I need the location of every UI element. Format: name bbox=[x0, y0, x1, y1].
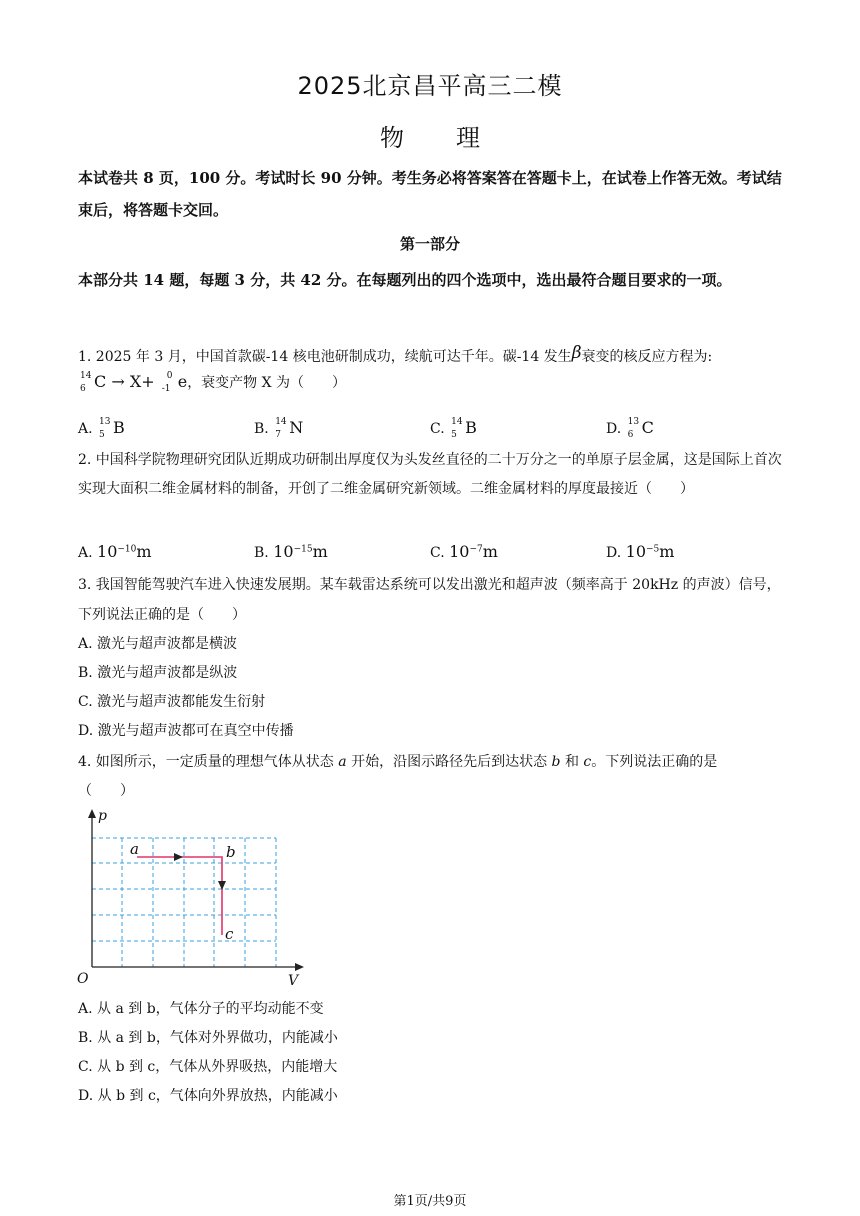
q1-equation bbox=[78, 372, 346, 392]
q3-stem: 3. 我国智能驾驶汽车进入快速发展期。某车载雷达系统可以发出激光和超声波（频率高于 20kHz 的声波）信号，下列说法正确的是（ ） bbox=[78, 577, 781, 623]
q4-option-d[interactable]: D. 从 b 到 c，气体向外界放热，内能减小 bbox=[78, 1088, 338, 1104]
q4-stem: 4. 如图所示，一定质量的理想气体从状态 a 开始，沿图示路径先后到达状态 b 和 c。下列说法正确的是 bbox=[78, 754, 718, 770]
p-axis-label: p bbox=[98, 808, 107, 824]
subject-char-1: 物 bbox=[380, 124, 404, 152]
q1-option-d[interactable]: D. 13 6 C bbox=[606, 417, 654, 440]
q2-stem: 2. 中国科学院物理研究团队近期成功研制出厚度仅为头发丝直径的二十万分之一的单原子层金属，这是国际上首次实现大面积二维金属材料的制备，开创了二维金属研究新领域。二维金属材料的厚度最接近（ ） bbox=[78, 452, 782, 497]
pv-diagram bbox=[74, 805, 314, 990]
p-axis-arrow-icon bbox=[88, 809, 96, 818]
state-c-label: c bbox=[225, 925, 234, 943]
origin-label: O bbox=[77, 971, 89, 987]
q2-option-a[interactable]: A. $10^{-10}m$ bbox=[78, 542, 152, 561]
electron-nuclide: 0 -1 bbox=[161, 371, 173, 394]
q1-stem-b: 衰变的核反应方程为: bbox=[581, 349, 713, 365]
q4-option-b[interactable]: B. 从 a 到 b，气体对外界做功，内能减小 bbox=[78, 1030, 338, 1046]
q1-option-b[interactable]: B. 14 7 N bbox=[254, 417, 304, 440]
page-title: 2025北京昌平高三二模 bbox=[297, 72, 563, 100]
q2-option-c[interactable]: C. $10^{-7}m$ bbox=[430, 542, 498, 561]
q1-stem-a: 1. 2025 年 3 月，中国首款碳-14 核电池研制成功，续航可达千年。碳-14 发生 bbox=[78, 349, 572, 365]
q3-option-d[interactable]: D. 激光与超声波都可在真空中传播 bbox=[78, 723, 294, 739]
q1-option-c[interactable]: C. 14 5 B bbox=[430, 417, 477, 440]
subject-char-2: 理 bbox=[456, 124, 480, 152]
subject-title bbox=[0, 118, 860, 153]
q3-option-c[interactable]: C. 激光与超声波都能发生衍射 bbox=[78, 694, 266, 710]
q1-stem-c: ，衰变产物 X 为（ ） bbox=[187, 375, 347, 391]
electron-symbol: e bbox=[177, 372, 188, 391]
part-heading: 第一部分 bbox=[399, 235, 460, 253]
q3-option-b[interactable]: B. 激光与超声波都是纵波 bbox=[78, 665, 238, 681]
exam-instructions: 本试卷共 8 页，100 分。考试时长 90 分钟。考生务必将答案答在答题卡上，在试卷上作答无效。考试结束后，将答题卡交回。 bbox=[78, 169, 782, 219]
carbon-symbol: C bbox=[94, 372, 107, 391]
q2-option-d[interactable]: D. $10^{-5}m$ bbox=[606, 542, 675, 561]
path-arrow-ab-icon bbox=[174, 853, 183, 861]
q1-stem bbox=[78, 343, 712, 366]
carbon-nuclide: 14 6 bbox=[80, 371, 92, 394]
state-a-label: a bbox=[130, 840, 139, 858]
q3-option-a[interactable]: A. 激光与超声波都是横波 bbox=[78, 636, 238, 652]
page-footer: 第1页/共9页 bbox=[393, 1194, 467, 1209]
v-axis-label: V bbox=[288, 973, 299, 989]
v-axis-arrow-icon bbox=[295, 963, 304, 971]
part-instructions: 本部分共 14 题，每题 3 分，共 42 分。在每题列出的四个选项中，选出最符合题目要求的一项。 bbox=[78, 271, 732, 289]
q4-option-c[interactable]: C. 从 b 到 c，气体从外界吸热，内能增大 bbox=[78, 1059, 338, 1075]
state-b-text: b bbox=[551, 754, 561, 770]
q2-option-b[interactable]: B. $10^{-15}m$ bbox=[254, 542, 328, 561]
q4-option-a[interactable]: A. 从 a 到 b，气体分子的平均动能不变 bbox=[78, 1001, 324, 1017]
process-path bbox=[137, 857, 222, 935]
state-a-text: a bbox=[338, 754, 347, 770]
q4-paren: （ ） bbox=[78, 783, 134, 799]
state-c-text: c bbox=[583, 754, 592, 770]
reaction-arrow: → X+ bbox=[106, 372, 160, 391]
beta-symbol: β bbox=[571, 343, 582, 363]
q1-option-a[interactable]: A. 13 5 B bbox=[78, 417, 125, 440]
state-b-label: b bbox=[226, 843, 236, 861]
